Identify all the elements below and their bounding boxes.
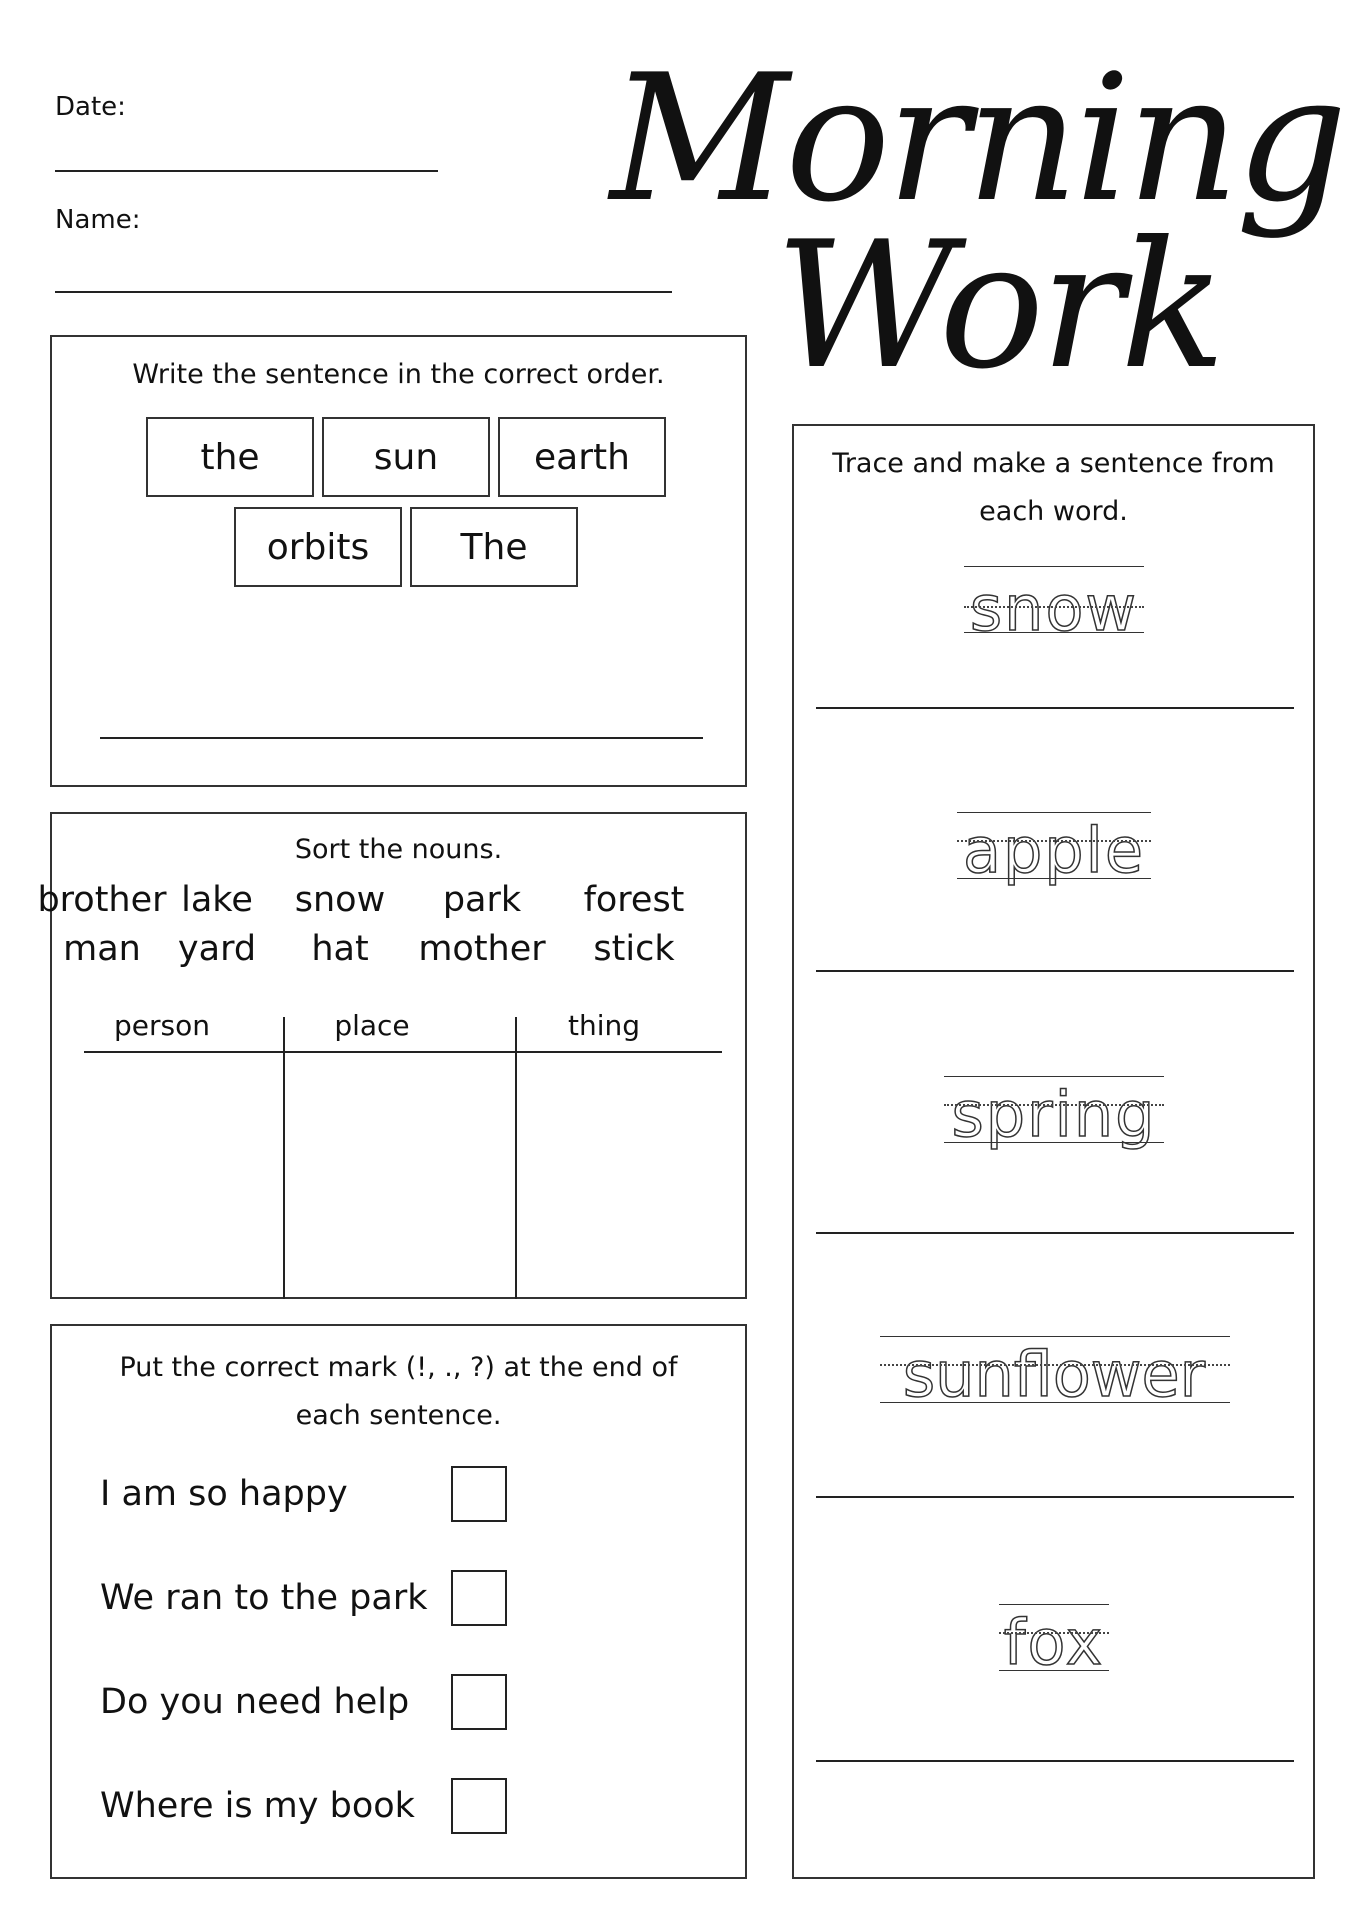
trace-word: spring: [951, 1078, 1157, 1151]
sentence-text: Where is my book: [100, 1786, 415, 1826]
title-work: Work: [775, 205, 1223, 408]
punctuation-instruction: each sentence.: [295, 1400, 502, 1431]
trace-baseline: [944, 1142, 1164, 1143]
trace-midline: [880, 1364, 1230, 1366]
trace-guide-line: [944, 1076, 1164, 1077]
sort-table-divider: [515, 1017, 517, 1299]
trace-word: sunflower: [902, 1338, 1206, 1411]
noun-word: man: [63, 929, 141, 969]
trace-word: snow: [969, 572, 1139, 645]
write-sentence-line[interactable]: [816, 1232, 1294, 1234]
trace-word: fox: [1003, 1606, 1105, 1679]
noun-sort-instruction: Sort the nouns.: [294, 834, 503, 865]
trace-midline: [944, 1104, 1164, 1106]
word-tile: earth: [498, 417, 666, 497]
noun-word: forest: [583, 880, 685, 920]
column-header-thing: thing: [567, 1009, 641, 1042]
noun-word: stick: [593, 929, 675, 969]
trace-midline: [999, 1632, 1109, 1634]
write-sentence-line[interactable]: [816, 707, 1294, 709]
write-sentence-line[interactable]: [816, 1760, 1294, 1762]
trace-baseline: [957, 878, 1151, 879]
word-tile: sun: [322, 417, 490, 497]
trace-guide-line: [964, 566, 1144, 567]
mark-answer-box[interactable]: [451, 1466, 507, 1522]
write-sentence-line[interactable]: [816, 970, 1294, 972]
column-header-place: place: [334, 1009, 410, 1042]
noun-word: lake: [181, 880, 253, 920]
write-sentence-line[interactable]: [816, 1496, 1294, 1498]
column-header-person: person: [114, 1009, 210, 1042]
noun-word: yard: [177, 929, 257, 969]
noun-word: hat: [311, 929, 369, 969]
trace-word: apple: [962, 814, 1146, 887]
noun-word: snow: [294, 880, 386, 920]
trace-instruction: each word.: [979, 496, 1128, 527]
sentence-order-panel: [50, 335, 747, 787]
date-field[interactable]: [55, 170, 438, 172]
trace-baseline: [999, 1670, 1109, 1671]
trace-guide-line: [957, 812, 1151, 813]
title-morning: Morning: [610, 38, 1344, 241]
trace-guide-line: [999, 1604, 1109, 1605]
name-field[interactable]: [55, 291, 672, 293]
trace-guide-line: [880, 1336, 1230, 1337]
word-tile: the: [146, 417, 314, 497]
mark-answer-box[interactable]: [451, 1674, 507, 1730]
noun-sort-panel: [37, 812, 747, 1299]
word-tile: orbits: [234, 507, 402, 587]
answer-line[interactable]: [100, 737, 703, 739]
sort-table-divider: [283, 1017, 285, 1299]
trace-baseline: [880, 1402, 1230, 1403]
mark-answer-box[interactable]: [451, 1778, 507, 1834]
noun-word: park: [442, 880, 522, 920]
sentence-text: We ran to the park: [100, 1578, 428, 1618]
trace-instruction: Trace and make a sentence from: [832, 448, 1275, 479]
sentence-text: Do you need help: [100, 1682, 410, 1722]
trace-baseline: [964, 632, 1144, 633]
trace-midline: [964, 606, 1144, 608]
date-label: Date:: [55, 92, 126, 122]
name-label: Name:: [55, 205, 141, 235]
mark-answer-box[interactable]: [451, 1570, 507, 1626]
sort-table-header-line: [84, 1051, 722, 1053]
trace-panel: [792, 424, 1315, 1879]
sentence-text: I am so happy: [100, 1474, 348, 1514]
trace-midline: [957, 840, 1151, 842]
noun-word: brother: [37, 880, 167, 920]
noun-word: mother: [418, 929, 546, 969]
word-tile: The: [410, 507, 578, 587]
sentence-order-instruction: Write the sentence in the correct order.: [132, 359, 665, 390]
punctuation-panel: [50, 1324, 747, 1879]
punctuation-instruction: Put the correct mark (!, ., ?) at the end of: [119, 1352, 678, 1383]
